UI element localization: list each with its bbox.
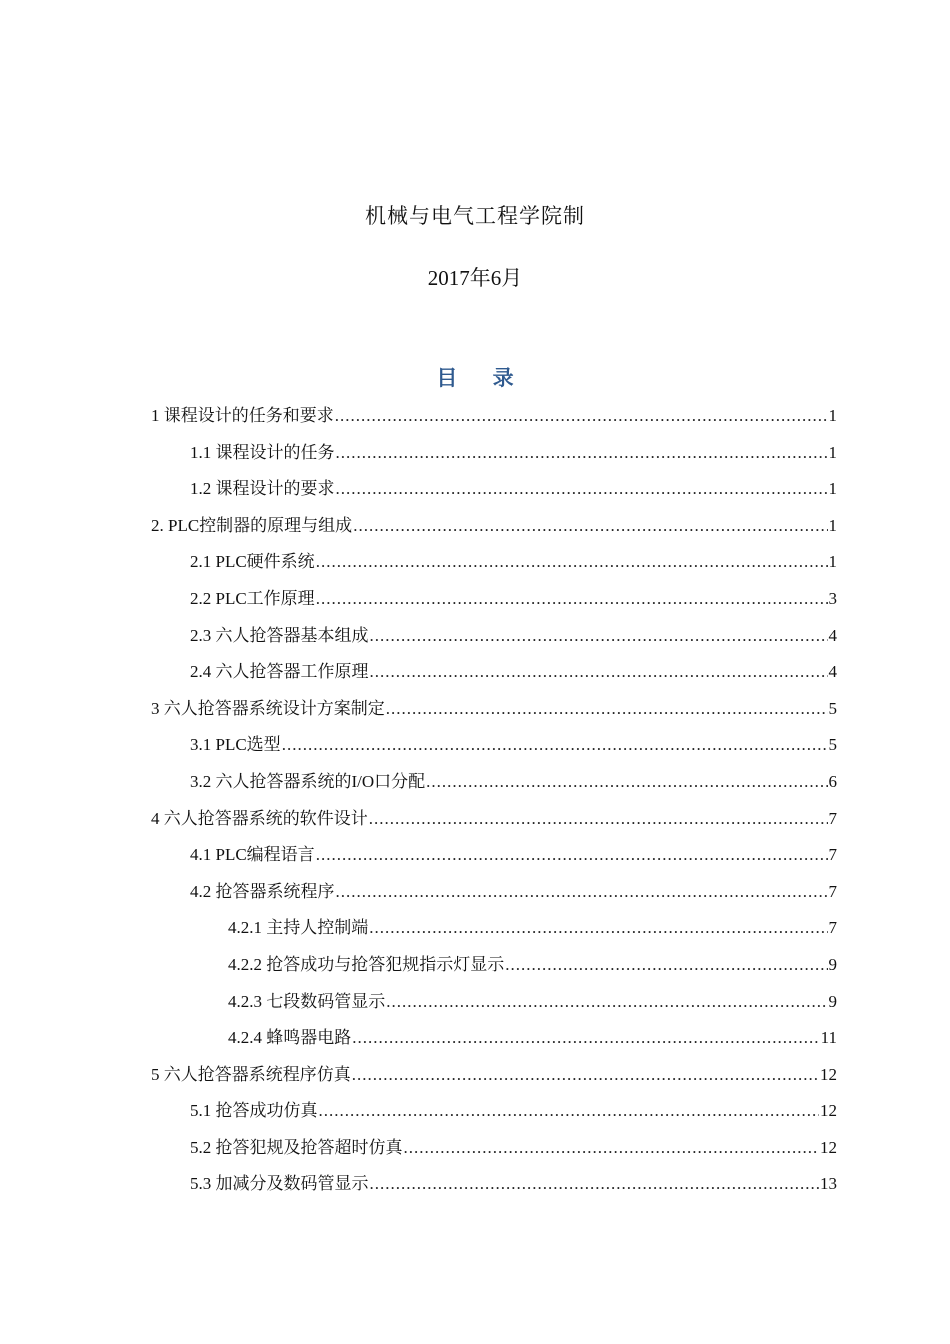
toc-entry-page-number: 1	[828, 406, 837, 425]
toc-entry-page-number: 1	[828, 552, 837, 572]
toc-entry-page-number: 1	[828, 479, 837, 499]
toc-entry-page-number: 12	[820, 1137, 837, 1157]
toc-entry[interactable]	[151, 987, 837, 1024]
toc-entry[interactable]	[151, 621, 837, 658]
toc-entry-page-number: 7	[828, 845, 837, 865]
toc-entry[interactable]	[151, 950, 837, 987]
toc-dot-leader	[336, 443, 828, 463]
toc-entry-label: 1.2 课程设计的要求	[190, 479, 335, 499]
toc-entry-page-number: 9	[828, 991, 837, 1011]
toc-entry-label: 1 课程设计的任务和要求	[151, 406, 334, 425]
toc-entry-label: 2.4 六人抢答器工作原理	[190, 662, 369, 682]
toc-entry-label: 3.1 PLC选型	[190, 735, 281, 755]
toc-entry-label: 4.2.3 七段数码管显示	[228, 991, 386, 1011]
toc-entry[interactable]	[151, 584, 837, 621]
toc-dot-leader	[386, 699, 828, 719]
toc-dot-leader	[282, 735, 828, 755]
table-of-contents	[151, 401, 837, 1206]
toc-entry[interactable]	[151, 840, 837, 877]
toc-entry-label: 1.1 课程设计的任务	[190, 442, 335, 462]
toc-entry[interactable]	[151, 401, 837, 438]
toc-entry-label: 5.3 加减分及数码管显示	[190, 1174, 369, 1194]
toc-dot-leader	[352, 1028, 819, 1048]
toc-entry-page-number: 13	[820, 1174, 837, 1194]
toc-entry-label: 3 六人抢答器系统设计方案制定	[151, 698, 385, 718]
toc-entry[interactable]	[151, 804, 837, 841]
toc-entry-page-number: 4	[828, 625, 837, 645]
toc-entry-page-number: 12	[820, 1101, 837, 1121]
toc-entry[interactable]	[151, 913, 837, 950]
toc-entry-label: 4 六人抢答器系统的软件设计	[151, 808, 368, 828]
toc-entry[interactable]	[151, 1096, 837, 1133]
toc-entry-label: 4.2.1 主持人控制端	[228, 918, 369, 938]
toc-entry-page-number: 4	[828, 662, 837, 682]
toc-entry-page-number: 7	[828, 918, 837, 938]
toc-dot-leader	[369, 918, 827, 938]
toc-dot-leader	[370, 626, 828, 646]
toc-entry-label: 2.2 PLC工作原理	[190, 588, 315, 608]
toc-title: 目 录	[436, 366, 528, 390]
toc-entry[interactable]	[151, 694, 837, 731]
toc-dot-leader	[352, 1065, 819, 1085]
toc-entry[interactable]	[151, 730, 837, 767]
toc-dot-leader	[370, 1174, 820, 1194]
toc-entry[interactable]	[151, 877, 837, 914]
toc-entry-page-number: 12	[820, 1064, 837, 1084]
toc-entry-label: 5.1 抢答成功仿真	[190, 1101, 318, 1121]
toc-entry[interactable]	[151, 657, 837, 694]
toc-entry-label: 4.2 抢答器系统程序	[190, 881, 335, 901]
toc-dot-leader	[353, 516, 827, 536]
toc-entry-page-number: 6	[828, 771, 837, 791]
toc-dot-leader	[335, 406, 828, 426]
toc-entry[interactable]	[151, 1023, 837, 1060]
toc-dot-leader	[426, 772, 827, 792]
toc-entry-label: 2.1 PLC硬件系统	[190, 552, 315, 572]
toc-entry-label: 5 六人抢答器系统程序仿真	[151, 1064, 351, 1084]
toc-entry-page-number: 3	[828, 588, 837, 608]
toc-dot-leader	[336, 882, 828, 902]
toc-dot-leader	[316, 552, 828, 572]
institution-name: 机械与电气工程学院制	[365, 204, 585, 228]
toc-dot-leader	[316, 845, 828, 865]
toc-entry-page-number: 5	[828, 735, 837, 755]
toc-entry-label: 2.3 六人抢答器基本组成	[190, 625, 369, 645]
toc-entry[interactable]	[151, 767, 837, 804]
toc-dot-leader	[336, 479, 828, 499]
toc-entry-label: 4.2.4 蜂鸣器电路	[228, 1028, 352, 1048]
toc-entry-label: 4.2.2 抢答成功与抢答犯规指示灯显示	[228, 954, 505, 974]
toc-dot-leader	[505, 955, 827, 975]
toc-entry-page-number: 1	[828, 515, 837, 535]
toc-dot-leader	[370, 662, 828, 682]
toc-dot-leader	[404, 1138, 820, 1158]
toc-entry-label: 5.2 抢答犯规及抢答超时仿真	[190, 1137, 403, 1157]
toc-entry-page-number: 7	[828, 808, 837, 828]
toc-entry-page-number: 5	[828, 698, 837, 718]
toc-entry-label: 4.1 PLC编程语言	[190, 845, 315, 865]
toc-entry[interactable]	[151, 1169, 837, 1206]
toc-entry[interactable]	[151, 547, 837, 584]
toc-entry[interactable]	[151, 511, 837, 548]
toc-dot-leader	[369, 809, 828, 829]
toc-entry[interactable]	[151, 1060, 837, 1097]
toc-entry-label: 2. PLC控制器的原理与组成	[151, 515, 353, 535]
toc-dot-leader	[319, 1101, 820, 1121]
document-date: 2017年6月	[427, 266, 523, 290]
toc-dot-leader	[316, 589, 828, 609]
toc-entry-label: 3.2 六人抢答器系统的I/O口分配	[190, 771, 426, 791]
toc-entry-page-number: 1	[828, 442, 837, 462]
toc-entry[interactable]	[151, 438, 837, 475]
toc-entry-page-number: 9	[828, 954, 837, 974]
toc-entry[interactable]	[151, 1133, 837, 1170]
toc-dot-leader	[386, 992, 827, 1012]
toc-entry[interactable]	[151, 474, 837, 511]
toc-entry-page-number: 7	[828, 881, 837, 901]
toc-entry-page-number: 11	[820, 1028, 837, 1048]
